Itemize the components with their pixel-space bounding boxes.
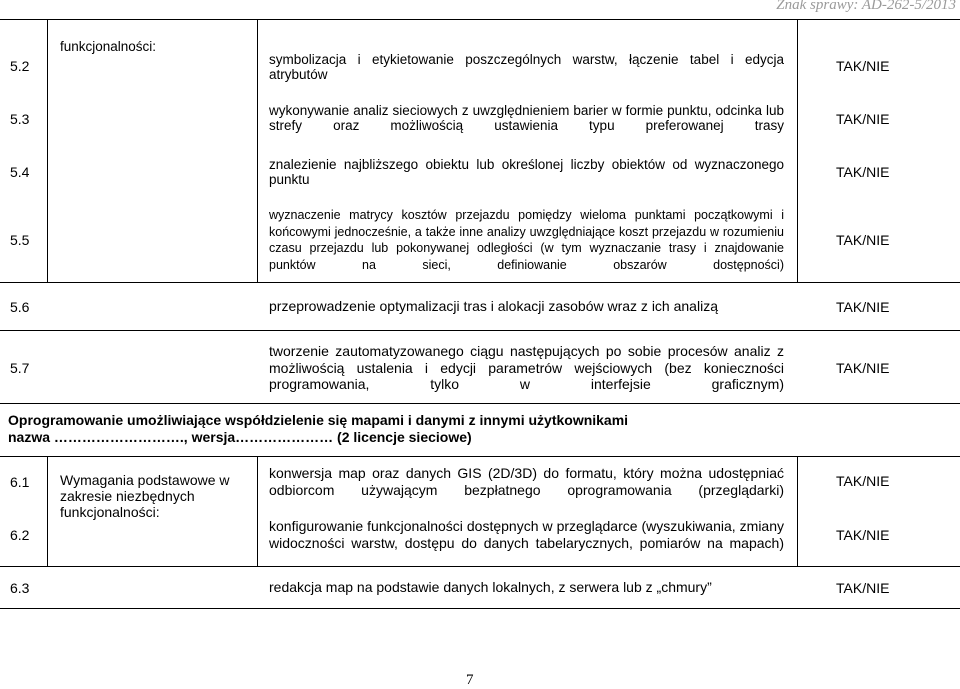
answer-label: TAK/NIE (836, 232, 890, 248)
answer-label: TAK/NIE (836, 111, 890, 127)
row-divider (0, 456, 960, 457)
column-divider (257, 19, 258, 282)
column-divider (257, 456, 258, 566)
table-border-top (0, 19, 960, 20)
row-divider (0, 330, 960, 331)
requirement-text: wykonywanie analiz sieciowych z uwzględnieniem barier w formie punktu, odcinka lub strefy oraz możliwością ustawienia typu preferowanej trasy (269, 103, 784, 133)
requirement-text: konfigurowanie funkcjonalności dostępnych w przeglądarce (wyszukiwania, zmiany widoczności warstw, dostępu do danych tabelarycznych, pomiarów na mapach) (269, 518, 784, 551)
section-title: Oprogramowanie umożliwiające współdzielenie się mapami i danymi z innymi użytkownikami (8, 412, 629, 428)
requirement-text: konwersja map oraz danych GIS (2D/3D) do formatu, który można udostępniać odbiorcom używającym bezpłatnego oprogramowania (przeglądarki) (269, 465, 784, 498)
column-divider (47, 456, 48, 566)
row-divider (0, 282, 960, 283)
section-label: Wymagania podstawowe w zakresie niezbędnych funkcjonalności: (60, 472, 230, 520)
requirement-text: wyznaczenie matrycy kosztów przejazdu pomiędzy wieloma punktami początkowymi i końcowymi jednocześnie, a także inne analizy uwzględniające koszt przejazdu w rozumieniu czasu przejazdu lub pokonywanej odległości (w tym wyznaczanie trasy i znajdowanie punktów na sieci, definiowanie obszarów dostępności) (269, 208, 784, 272)
column-divider (47, 19, 48, 282)
row-number: 5.4 (10, 164, 30, 180)
row-number: 5.2 (10, 58, 30, 74)
answer-label: TAK/NIE (836, 164, 890, 180)
row-divider (0, 566, 960, 567)
requirement-text: redakcja map na podstawie danych lokalnych, z serwera lub z „chmury” (269, 579, 712, 595)
case-reference: Znak sprawy: AD-262-5/2013 (776, 0, 956, 13)
row-number: 6.2 (10, 527, 30, 543)
column-divider (797, 19, 798, 282)
column-divider (797, 456, 798, 566)
requirement-text: znalezienie najbliższego obiektu lub określonej liczby obiektów od wyznaczonego punktu (269, 157, 784, 187)
section-label: funkcjonalności: (60, 39, 157, 54)
row-number: 5.7 (10, 360, 30, 376)
answer-label: TAK/NIE (836, 473, 890, 489)
page-number: 7 (466, 672, 474, 688)
row-divider (0, 403, 960, 404)
requirement-text: przeprowadzenie optymalizacji tras i alokacji zasobów wraz z ich analizą (269, 298, 718, 314)
row-number: 6.3 (10, 580, 30, 596)
row-number: 5.3 (10, 111, 30, 127)
row-number: 5.5 (10, 232, 30, 248)
requirement-text: tworzenie zautomatyzowanego ciągu następujących po sobie procesów analiz z możliwością ustalenia i edycji parametrów wejściowych (bez konieczności programowania, tylko w interfejsie graficznym) (269, 343, 784, 392)
row-number: 5.6 (10, 299, 30, 315)
requirement-text: symbolizacja i etykietowanie poszczególnych warstw, łączenie tabel i edycja atrybutów (269, 52, 784, 82)
answer-label: TAK/NIE (836, 360, 890, 376)
table-border-bottom (0, 608, 960, 609)
answer-label: TAK/NIE (836, 299, 890, 315)
row-number: 6.1 (10, 474, 30, 490)
answer-label: TAK/NIE (836, 58, 890, 74)
section-subtitle: nazwa ………………………., wersja………………… (2 licencje sieciowe) (8, 429, 472, 445)
answer-label: TAK/NIE (836, 527, 890, 543)
answer-label: TAK/NIE (836, 580, 890, 596)
